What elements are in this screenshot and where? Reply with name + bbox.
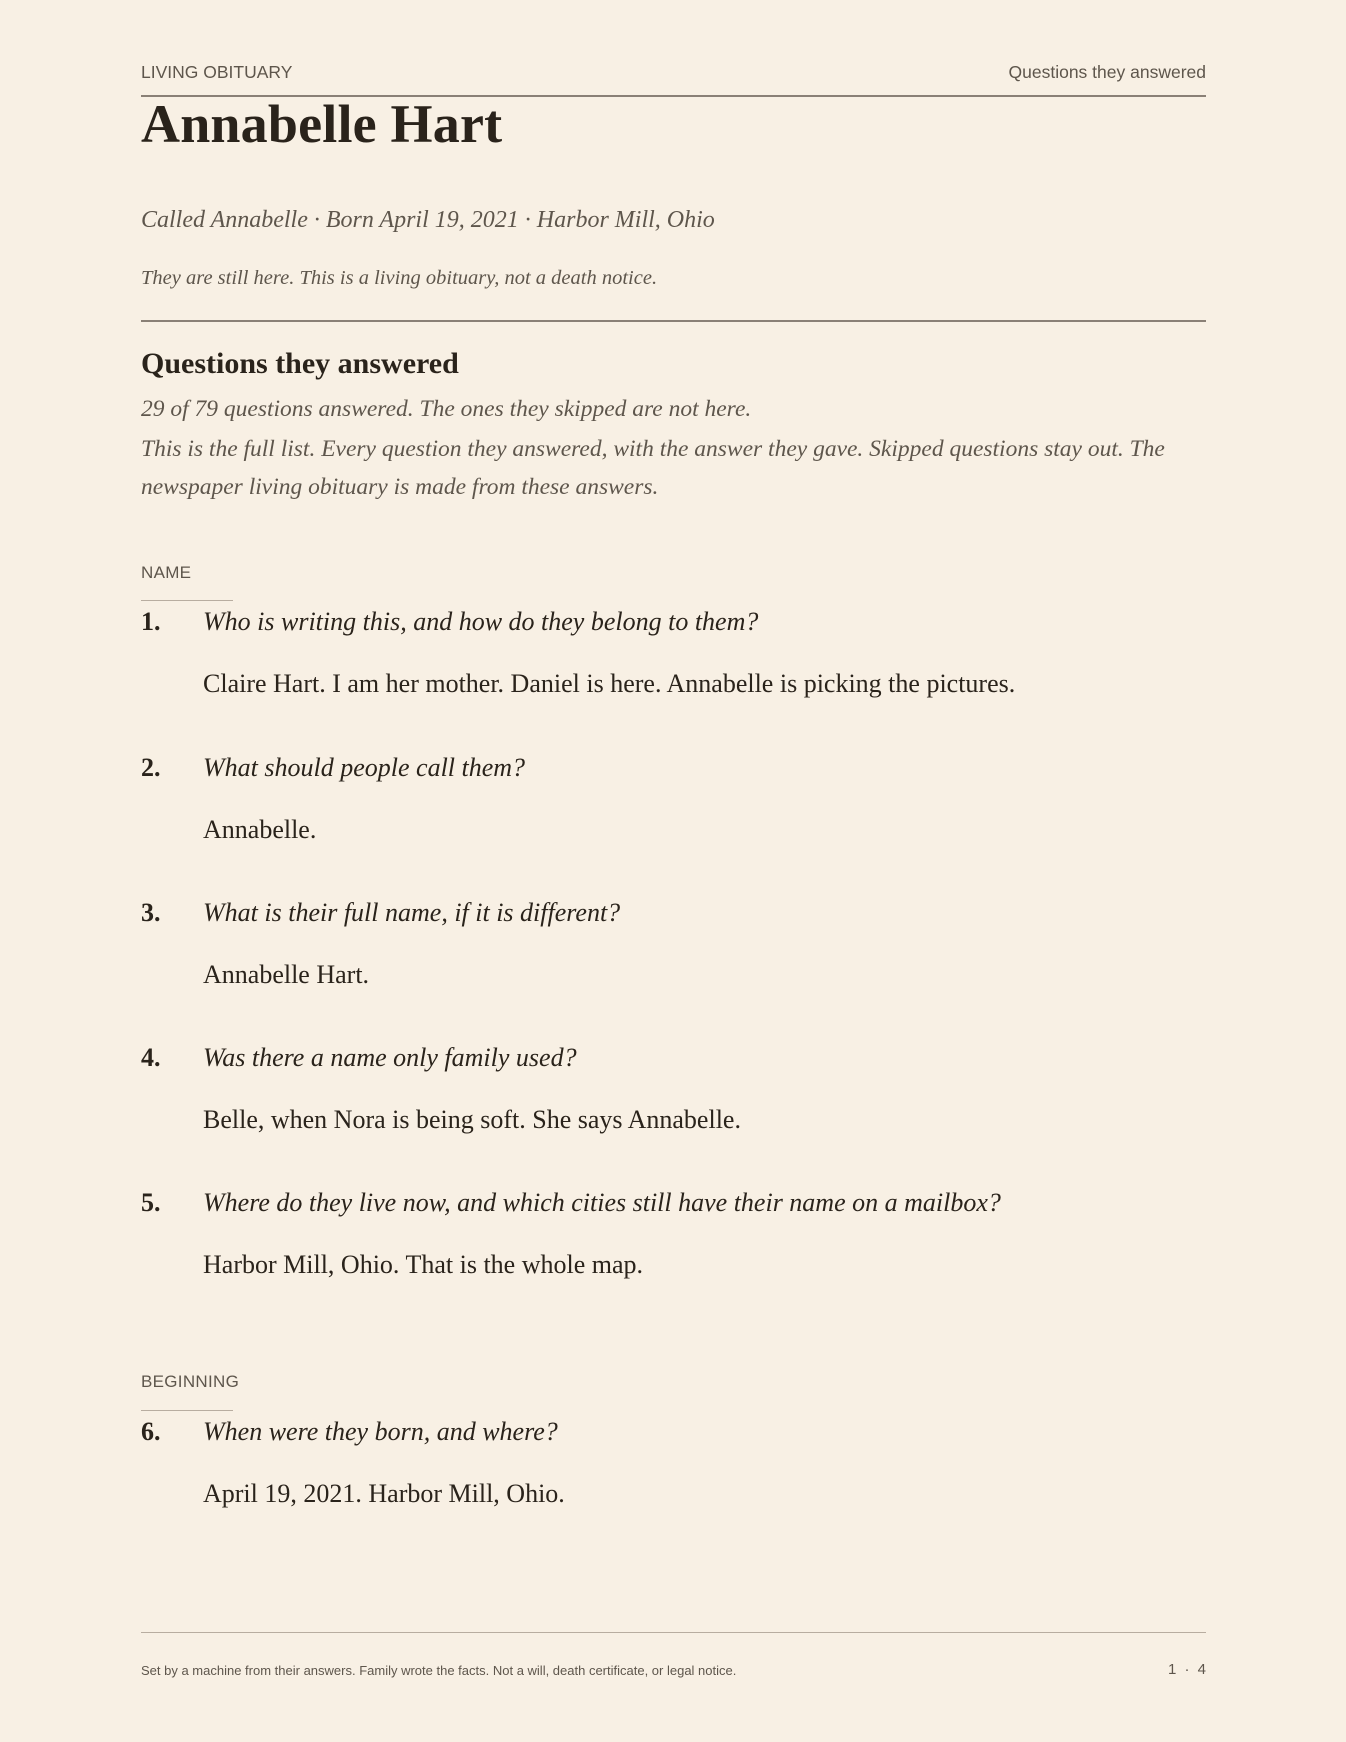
footer-disclaimer: Set by a machine from their answers. Family wrote the facts. Not a will, death certificate, or legal notice. (141, 1663, 737, 1678)
header-kicker: LIVING OBITUARY (141, 62, 293, 82)
living-notice: They are still here. This is a living obituary, not a death notice. (141, 267, 658, 289)
group-rule (141, 1410, 233, 1411)
footer-rule (141, 1632, 1206, 1633)
person-name: Annabelle Hart (141, 94, 503, 154)
answer-text: Annabelle. (203, 815, 317, 844)
answer-text: Belle, when Nora is being soft. She says Annabelle. (203, 1105, 741, 1134)
question-number: 6. (141, 1417, 161, 1446)
group-label-name: NAME (141, 563, 192, 582)
header-section-title: Questions they answered (1008, 62, 1206, 82)
question-number: 5. (141, 1188, 161, 1217)
question-number: 1. (141, 607, 161, 636)
person-subtitle: Called Annabelle · Born April 19, 2021 · Harbor Mill, Ohio (141, 207, 715, 233)
question-text: What is their full name, if it is different? (203, 898, 621, 927)
section-rule (141, 320, 1206, 322)
qa-intro: This is the full list. Every question they answered, with the answer they gave. Skipped questions stay out. The newspaper living obituary is made from these answers. (141, 436, 1165, 500)
answer-text: Claire Hart. I am her mother. Daniel is here. Annabelle is picking the pictures. (203, 669, 1016, 698)
answer-text: Harbor Mill, Ohio. That is the whole map. (203, 1250, 644, 1279)
answer-text: Annabelle Hart. (203, 960, 370, 989)
question-number: 2. (141, 753, 161, 782)
question-text: Was there a name only family used? (203, 1043, 577, 1072)
group-rule (141, 600, 233, 601)
question-text: What should people call them? (203, 753, 526, 782)
page-indicator: 1 · 4 (1167, 1661, 1206, 1678)
question-number: 3. (141, 898, 161, 927)
question-text: Where do they live now, and which cities still have their name on a mailbox? (203, 1188, 1001, 1217)
answer-text: April 19, 2021. Harbor Mill, Ohio. (203, 1479, 565, 1508)
question-text: Who is writing this, and how do they belong to them? (203, 607, 759, 636)
question-text: When were they born, and where? (203, 1417, 558, 1446)
qa-answered-count: 29 of 79 questions answered. The ones they skipped are not here. (141, 396, 752, 422)
group-label-beginning: BEGINNING (141, 1372, 240, 1391)
question-number: 4. (141, 1043, 161, 1072)
qa-section-title: Questions they answered (141, 347, 459, 380)
running-header (141, 62, 1206, 83)
